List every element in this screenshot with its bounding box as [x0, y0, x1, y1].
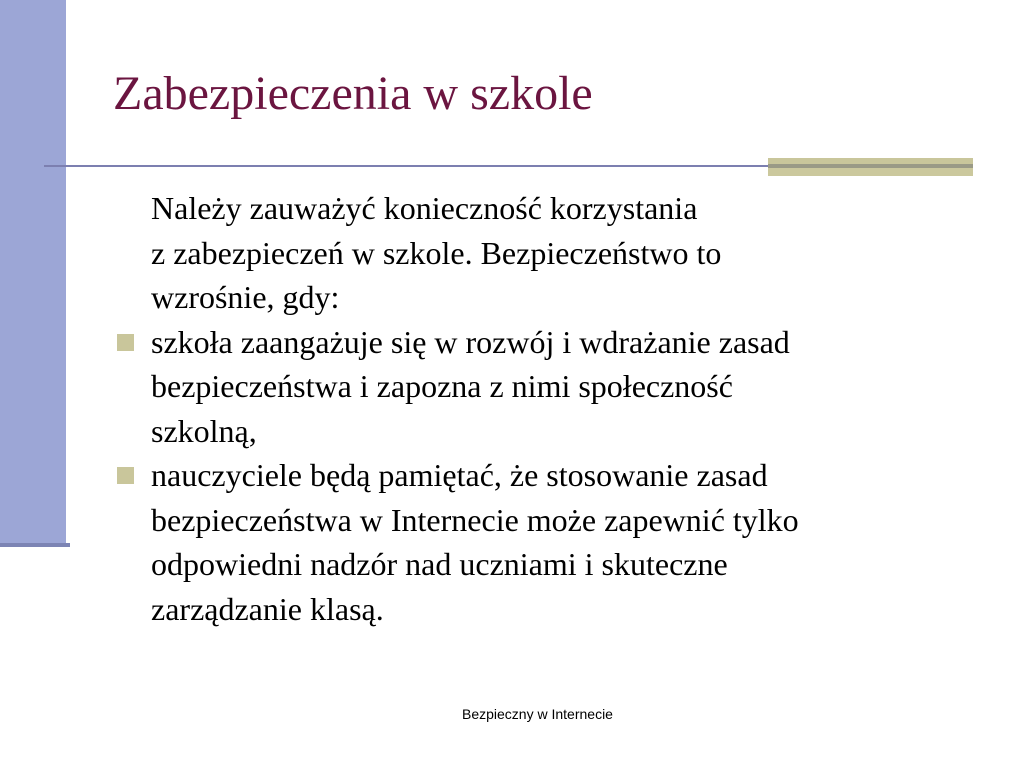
left-bar-bottom-edge — [0, 543, 70, 547]
bullet-line: zarządzanie klasą. — [151, 590, 384, 627]
left-decorative-bar — [0, 0, 66, 546]
bullet-line: bezpieczeństwa i zapozna z nimi społeczność — [151, 368, 733, 404]
bullet-line: odpowiedni nadzór nad uczniami i skuteczne — [151, 546, 728, 582]
slide-footer: Bezpieczny w Internecie — [462, 706, 613, 722]
bullet-line: szkoła zaangażuje się w rozwój i wdrażanie zasad — [151, 323, 790, 360]
intro-line: wzrośnie, gdy: — [151, 279, 340, 315]
slide-title: Zabezpieczenia w szkole — [113, 67, 593, 120]
square-bullet-icon — [117, 334, 134, 351]
accent-stripe-bottom — [768, 168, 973, 176]
bullet-line: bezpieczeństwa w Internecie może zapewnić tylko — [151, 501, 799, 538]
slide-body — [110, 186, 990, 631]
bullet-item-school-engagement — [110, 320, 990, 454]
bullet-item-teachers — [110, 453, 990, 631]
intro-line: Należy zauważyć konieczność korzystania — [151, 190, 698, 226]
accent-stripe — [768, 158, 973, 178]
bullet-line: nauczyciele będą pamiętać, że stosowanie zasad — [151, 457, 768, 493]
intro-line: z zabezpieczeń w szkole. Bezpieczeństwo to — [151, 234, 722, 271]
bullet-line: szkolną, — [151, 412, 257, 449]
intro-paragraph — [151, 186, 990, 320]
square-bullet-icon — [117, 467, 134, 484]
